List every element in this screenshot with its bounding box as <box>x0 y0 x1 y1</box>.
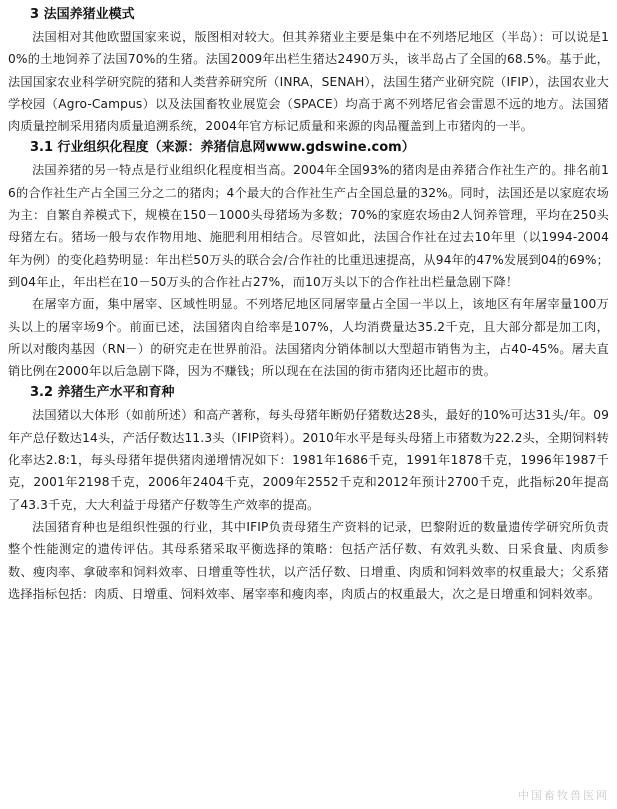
section-heading: 3.1 行业组织化程度（来源：养猪信息网www.gdswine.com） <box>30 140 415 156</box>
paragraph: 法国相对其他欧盟国家来说，版图相对较大。但其养猪业主要是集中在不列塔尼地区（半岛）：可以说是10%的土地饲养了法国70%的生猪。法国2009年出栏生猪达2490万头，该半岛占了全国的68.5%。基于此，法国国家农业科学研究院的猪和人类营养研究所（INRA，SENAH），法国生猪产业研究院（IFIP），法国农业大学校园（Agro-Campus）以及法国畜牧业展览会（SPACE）均高于离不列塔尼省会雷恩不远的地方。法国猪肉质量控制采用猪肉质量追溯系统，2004年官方标记质量和来源的肉品覆盖到上市猪肉的一半。 <box>8 30 609 134</box>
paragraph: 法国养猪的另一特点是行业组织化程度相当高。2004年全国93%的猪肉是由养猪合作社生产的。排名前16的合作社生产占全国三分之二的猪肉；4个最大的合作社生产占全国总量的32%。同时，法国还是以家庭农场为主：自繁自养模式下，规模在150－1000头母猪场为多数；70%的家庭农场由2人饲养管理，平均在250头母猪左右。猪场一般与农作物用地、施肥利用相结合。尽管如此，法国合作社在过去10年里（以1994-2004年为例）的变化趋势明显：年出栏50万头的联合会/合作社的比重迅速提高，从94年的47%发展到04的69%；到04年止，年出栏在10－50万头的合作社占27%，而10万头以下的合作社出栏量急剧下降！ <box>8 163 609 289</box>
paragraph: 在屠宰方面，集中屠宰、区域性明显。不列塔尼地区同屠宰量占全国一半以上，该地区有年屠宰量100万头以上的屠宰场9个。前面已述，法国猪肉自给率是107%，人均消费量达35.2千克，且大部分都是加工肉，所以对酸肉基因（RN－）的研究走在世界前沿。法国猪肉分销体制以大型超市销售为主，占40-45%。屠夫直销比例在2000年以后急剧下降，因为不赚钱；所以现在在法国的街市猪肉还比超市的贵。 <box>8 297 609 379</box>
paragraph: 法国猪育种也是组织性强的行业，其中IFIP负责母猪生产资料的记录，巴黎附近的数量遗传学研究所负责整个性能测定的遗传评估。其母系猪采取平衡选择的策略：包括产活仔数、有效乳头数、日采食量、肉质参数、瘦肉率、拿破率和饲料效率、日增重等性状，以产活仔数、日增重、肉质和饲料效率的权重最大；父系猪选择指标包括：肉质、日增重、饲料效率、屠宰率和瘦肉率，肉质占的权重最大，次之是日增重和饲料效率。 <box>8 519 609 601</box>
section-heading: 3.2 养猪生产水平和育种 <box>30 385 175 401</box>
watermark: 中国畜牧兽医网 <box>518 789 609 802</box>
section-3 <box>8 4 609 137</box>
paragraph: 法国猪以大体形（如前所述）和高产著称，每头母猪年断奶仔猪数达28头，最好的10%可达31头/年。09年产总仔数达14头，产活仔数达11.3头（IFIP资料）。2010年水平是每头母猪上市猪数为22.2头，全期饲料转化率达2.8:1，每头母猪年提供猪肉递增情况如下：1981年1686千克，1991年1878千克，1996年1987千克，2001年2198千克，2006年2404千克，2009年2552千克和2012年预计2700千克，此指标20年提高了43.3千克，大大利益于母猪产仔数等生产效率的提高。 <box>8 408 609 512</box>
section-heading: 3 法国养猪业模式 <box>30 7 135 22</box>
section-3-2 <box>8 382 609 605</box>
section-3-1 <box>8 137 609 382</box>
